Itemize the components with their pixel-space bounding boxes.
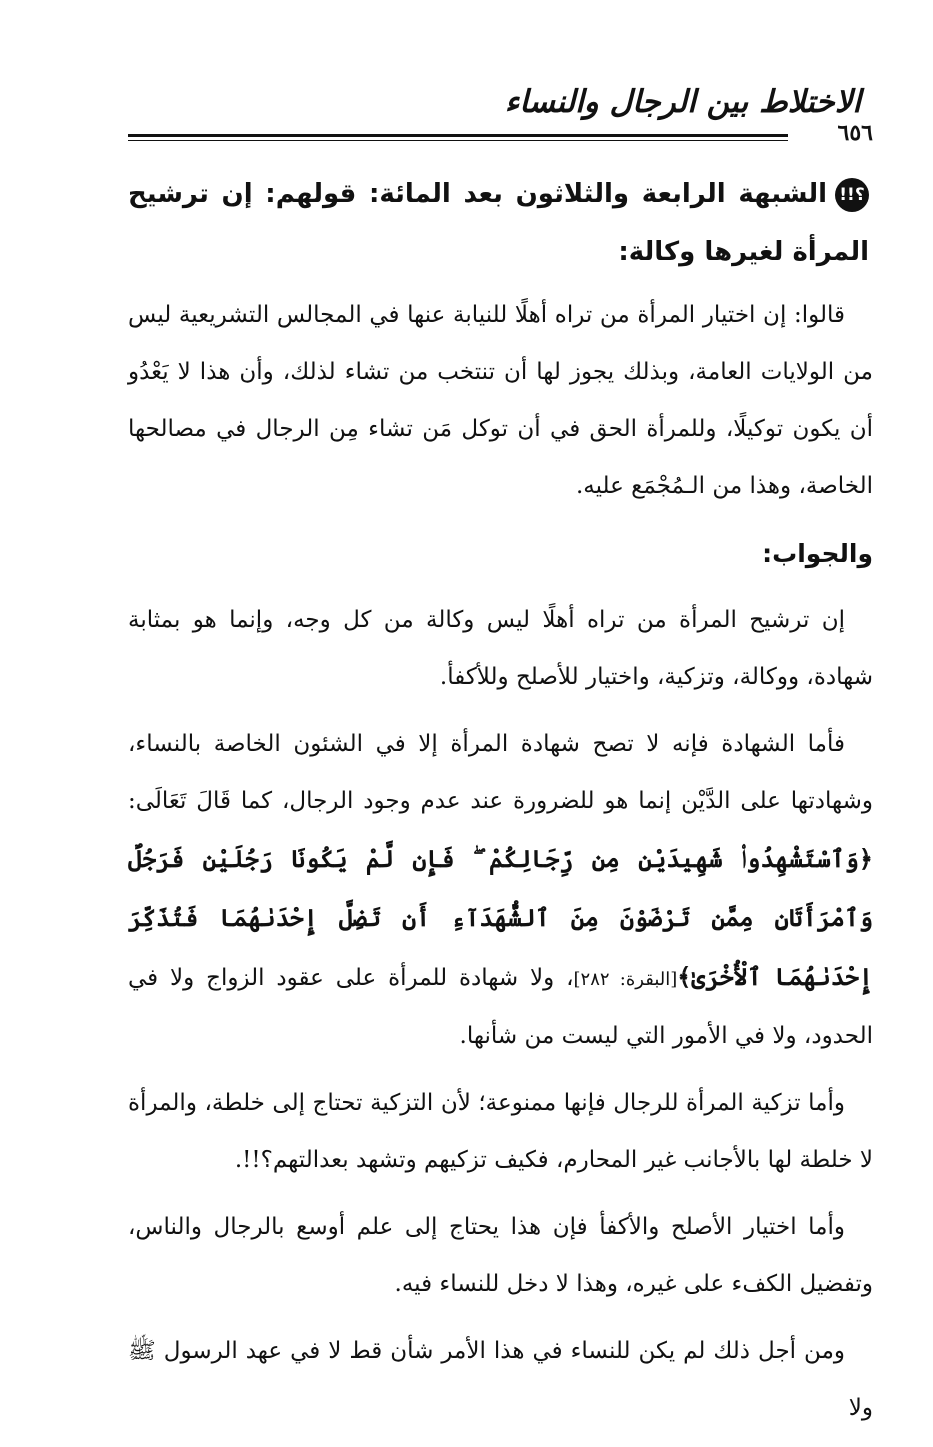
header-rule-thin (128, 140, 788, 141)
quran-verse: ﴿وَٱسْتَشْهِدُوا۟ شَهِيدَيْنِ مِن رِّجَالِكُمْ ۖ فَإِن لَّمْ يَكُونَا رَجُلَيْنِ فَرَجُلٌ وَٱمْرَأَتَانِ مِمَّن تَرْضَوْنَ مِنَ ٱلشُّهَدَآءِ أَن تَضِلَّ إِحْدَىٰهُمَا فَتُذَكِّرَ إِحْدَىٰهُمَا ٱلْأُخْرَىٰ﴾ (128, 844, 873, 991)
paragraph-claim: قالوا: إن اختيار المرأة من تراه أهلًا للنيابة عنها في المجالس التشريعية ليس من الولايات العامة، وبذلك يجوز لها أن تنتخب من تشاء لذلك، وأن هذا لا يَعْدُو أن يكون توكيلًا، وللمرأة الحق في أن توكل مَن تشاء مِن الرجال في مصالحها الخاصة، وهذا من الـمُجْمَع عليه. (128, 302, 873, 499)
testimony-text-end: ، ولا شهادة للمرأة على عقود الزواج ولا في الحدود، ولا في الأمور التي ليست من شأنها. (128, 965, 873, 1049)
paragraph-endorsement: وأما تزكية المرأة للرجال فإنها ممنوعة؛ لأن التزكية تحتاج إلى خلطة، والمرأة لا خلطة لها بالأجانب غير المحارم، فكيف تزكيهم وتشهد بعدالتهم؟!!. (128, 1090, 873, 1173)
paragraph-answer-intro: إن ترشيح المرأة من تراه أهلًا ليس وكالة من كل وجه، وإنما هو بمثابة شهادة، ووكالة، وتزكية، واختيار للأصلح وللأكفأ. (128, 607, 873, 690)
paragraph-conclusion: ومن أجل ذلك لم يكن للنساء في هذا الأمر شأن قط لا في عهد الرسول ﷺ ولا (128, 1338, 873, 1421)
running-header (128, 78, 873, 148)
section-heading-text: الشبهة الرابعة والثلاثون بعد المائة: قولهم: إن ترشيح المرأة لغيرها وكالة: (128, 179, 869, 267)
exclamation-question-icon: !!؟ (835, 178, 869, 212)
page-content (128, 165, 873, 1447)
paragraph-testimony (128, 716, 873, 1065)
page-number: ٦٥٦ (837, 120, 873, 146)
header-rule (128, 134, 788, 137)
answer-heading: والجواب: (762, 539, 873, 568)
testimony-text-start: فأما الشهادة فإنه لا تصح شهادة المرأة إلا في الشئون الخاصة بالنساء، وشهادتها على الدَّيْن إنما هو للضرورة عند عدم وجود الرجال، كما قَالَ تَعَالَى: (128, 731, 873, 814)
section-heading (128, 165, 873, 281)
verse-reference: [البقرة: ٢٨٢] (573, 969, 678, 990)
paragraph-selection: وأما اختيار الأصلح والأكفأ فإن هذا يحتاج إلى علم أوسع بالرجال والناس، وتفضيل الكفء على غيره، وهذا لا دخل للنساء فيه. (128, 1214, 873, 1297)
header-title: الاختلاط بين الرجال والنساء (504, 84, 861, 120)
